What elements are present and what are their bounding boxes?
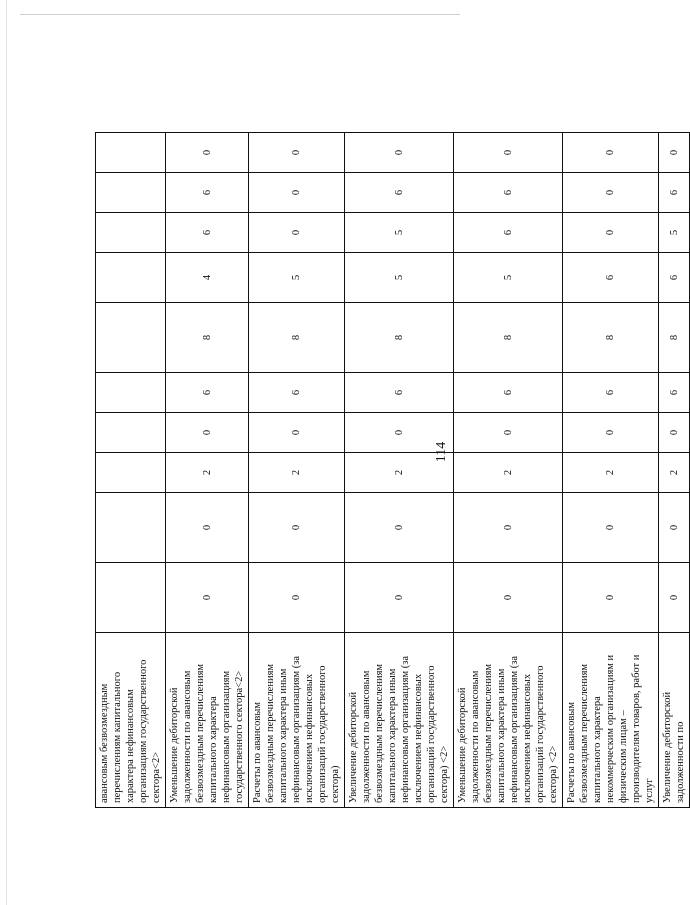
line-code-cell: 0 [659, 563, 690, 633]
code-cell: 2 [166, 453, 249, 493]
group-code-cell: 0 [563, 493, 659, 563]
code-cell: 6 [659, 253, 690, 303]
code-cell: 5 [345, 253, 454, 303]
row-name: Увеличение дебиторской задолженности по авансовым безвозмездным перечислениям капитального характера иным нефинансовым организациям (за исключением нефинансовых организаций государственного сектора) <2> [345, 633, 454, 808]
table-row [345, 133, 454, 808]
code-cell: 8 [659, 303, 690, 373]
account-codes-table [95, 132, 690, 808]
code-cell: 0 [454, 413, 563, 453]
code-cell: 0 [166, 413, 249, 453]
group-code-cell [96, 493, 166, 563]
code-cell: 8 [454, 303, 563, 373]
line-code-cell: 0 [454, 563, 563, 633]
code-cell: 8 [249, 303, 345, 373]
code-cell: 5 [345, 213, 454, 253]
code-cell: 6 [454, 213, 563, 253]
code-cell: 6 [166, 373, 249, 413]
code-cell: 0 [659, 413, 690, 453]
top-rule [20, 14, 460, 15]
code-cell: 2 [454, 453, 563, 493]
table-row [563, 133, 659, 808]
code-cell: 0 [563, 213, 659, 253]
code-cell: 5 [249, 253, 345, 303]
code-cell: 0 [454, 133, 563, 173]
group-code-cell: 0 [166, 493, 249, 563]
row-name: Расчеты по авансовым безвозмездным перечислениям капитального характера некоммерческим организациям и физическим лицам – производителям товаров, работ и услуг [563, 633, 659, 808]
line-code-cell [96, 563, 166, 633]
line-code-cell: 0 [345, 563, 454, 633]
code-cell: 6 [249, 373, 345, 413]
code-cell: 6 [659, 173, 690, 213]
table-row [96, 133, 166, 808]
code-cell: 6 [454, 173, 563, 213]
table-row [166, 133, 249, 808]
code-cell: 0 [249, 213, 345, 253]
code-cell: 6 [345, 173, 454, 213]
code-cell: 8 [166, 303, 249, 373]
code-cell: 6 [166, 213, 249, 253]
code-cell: 0 [249, 173, 345, 213]
table-row [454, 133, 563, 808]
code-cell: 8 [563, 303, 659, 373]
code-cell: 0 [249, 133, 345, 173]
line-code-cell: 0 [166, 563, 249, 633]
code-cell: 6 [166, 173, 249, 213]
line-code-cell: 0 [249, 563, 345, 633]
code-cell: 0 [563, 173, 659, 213]
code-cell: 0 [563, 133, 659, 173]
code-cell [96, 173, 166, 213]
code-cell [96, 413, 166, 453]
code-cell: 0 [659, 133, 690, 173]
page-number: 114 [434, 441, 449, 463]
code-cell: 2 [345, 453, 454, 493]
group-code-cell: 0 [454, 493, 563, 563]
code-cell: 6 [563, 373, 659, 413]
code-cell: 0 [166, 133, 249, 173]
code-cell: 6 [659, 373, 690, 413]
code-cell: 4 [166, 253, 249, 303]
line-code-cell: 0 [563, 563, 659, 633]
row-name: авансовым безвозмездным перечислениям капитального характера нефинансовым организациям государственного сектора<2> [96, 633, 166, 808]
table-row [659, 133, 690, 808]
rotated-table-frame [95, 133, 686, 808]
row-name: Уменьшение дебиторской задолженности по авансовым безвозмездным перечислениям капитального характера иным нефинансовым организациям (за исключением нефинансовых организаций государственного сектора) <2> [454, 633, 563, 808]
code-cell: 8 [345, 303, 454, 373]
code-cell: 0 [345, 133, 454, 173]
group-code-cell: 0 [659, 493, 690, 563]
code-cell [96, 453, 166, 493]
table-row [249, 133, 345, 808]
code-cell: 2 [249, 453, 345, 493]
code-cell: 5 [659, 213, 690, 253]
code-cell: 5 [454, 253, 563, 303]
code-cell [96, 253, 166, 303]
row-name: Расчеты по авансовым безвозмездным перечислениям капитального характера иным нефинансовым организациям (за исключением нефинансовых организаций государственного сектора) [249, 633, 345, 808]
code-cell: 2 [563, 453, 659, 493]
code-cell [96, 133, 166, 173]
code-cell: 0 [563, 413, 659, 453]
code-cell: 6 [454, 373, 563, 413]
code-cell: 0 [249, 413, 345, 453]
code-cell: 2 [659, 453, 690, 493]
row-name: Увеличение дебиторской задолженности по [659, 633, 690, 808]
code-cell: 6 [563, 253, 659, 303]
code-cell [96, 213, 166, 253]
group-code-cell: 0 [345, 493, 454, 563]
code-cell: 0 [345, 413, 454, 453]
code-cell [96, 373, 166, 413]
code-cell: 6 [345, 373, 454, 413]
group-code-cell: 0 [249, 493, 345, 563]
code-cell [96, 303, 166, 373]
row-name: Уменьшение дебиторской задолженности по авансовым безвозмездным перечислениям капитального характера нефинансовым организациям государственного сектора<2> [166, 633, 249, 808]
page-edge-shadow [6, 0, 7, 905]
